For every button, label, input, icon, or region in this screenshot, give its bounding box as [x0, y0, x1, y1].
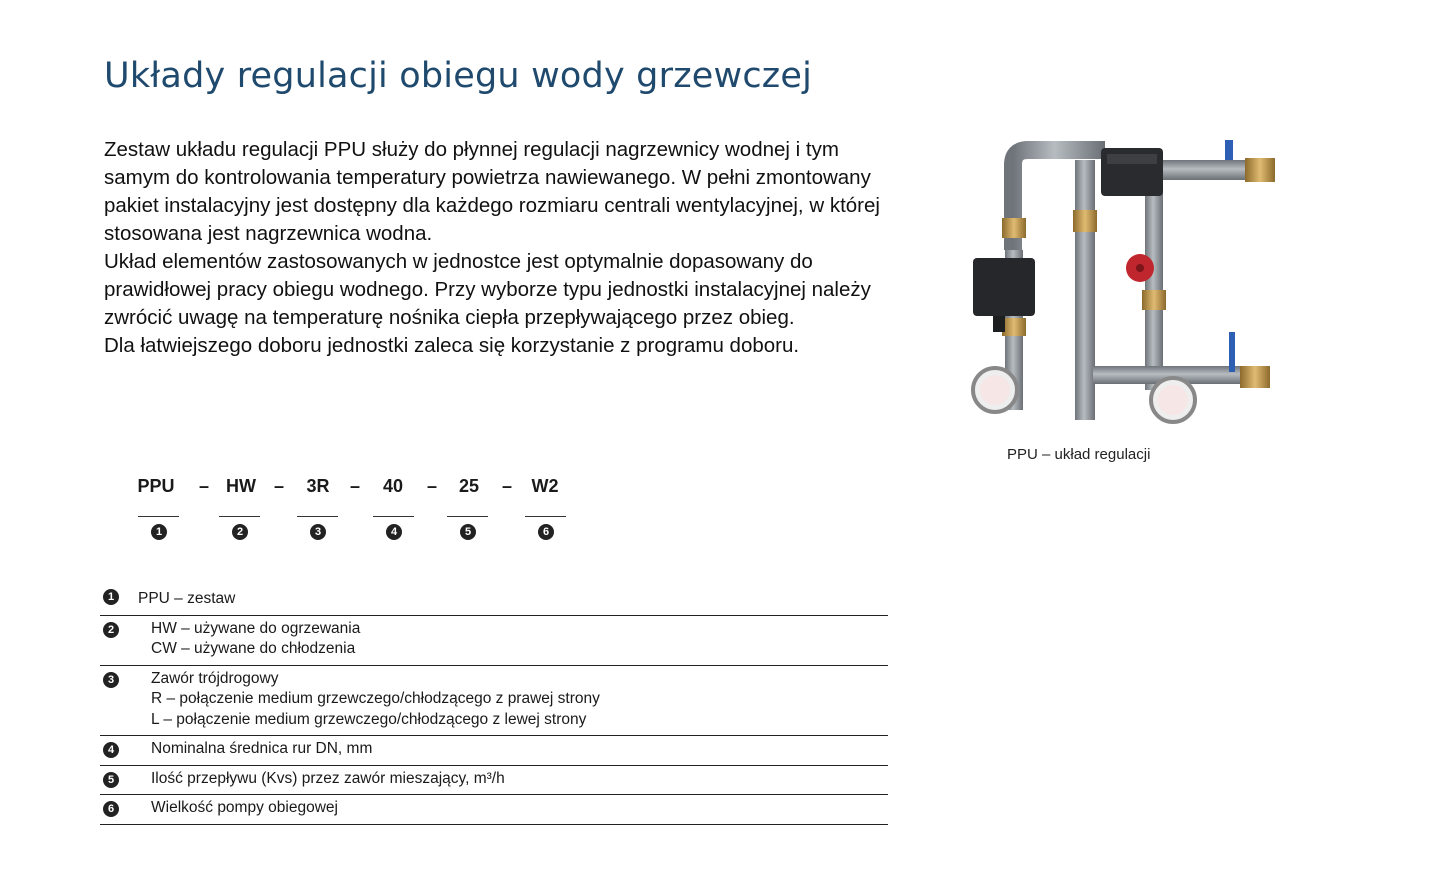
legend-text: HW – używane do ogrzewania	[151, 619, 361, 637]
ball-valve-handle	[1225, 140, 1233, 160]
brass-fitting	[1073, 210, 1097, 232]
code-segment-6: W2	[531, 476, 559, 496]
code-segment-2: HW	[226, 476, 256, 496]
legend-text: L – połączenie medium grzewczego/chłodzącego z lewej strony	[151, 710, 587, 728]
brass-fitting	[1245, 158, 1275, 182]
circulation-pump	[973, 258, 1035, 316]
code-underline	[525, 516, 566, 517]
intro-paragraph-1: Zestaw układu regulacji PPU służy do płynnej regulacji nagrzewnicy wodnej i tym samym do kontrolowania temperatury powietrza nawiewanego. W pełni zmontowany pakiet instalacyjny jest dostępny dla każdego rozmiaru centrali wentylacyjnej, w której stosowana jest nagrzewnica wodna.	[104, 138, 880, 245]
ppu-unit-illustration	[955, 130, 1295, 430]
code-separator: –	[350, 476, 361, 496]
legend-number: 5	[103, 772, 119, 788]
code-separator: –	[274, 476, 285, 496]
intro-paragraph-3: Dla łatwiejszego doboru jednostki zaleca się korzystanie z programu doboru.	[104, 334, 800, 357]
legend-number: 3	[103, 672, 119, 688]
code-number-3: 3	[310, 524, 326, 540]
code-segment-5: 25	[458, 476, 480, 496]
brass-fitting	[1240, 366, 1270, 388]
legend-text: Ilość przepływu (Kvs) przez zawór mieszający, m³/h	[151, 769, 505, 787]
figure-caption: PPU – układ regulacji	[1007, 446, 1151, 463]
brass-fitting	[1002, 318, 1026, 336]
code-underline	[297, 516, 338, 517]
legend-row	[100, 736, 888, 766]
legend-text: PPU – zestaw	[138, 590, 236, 607]
code-separator: –	[199, 476, 210, 496]
legend-row	[100, 666, 888, 737]
page-title: Układy regulacji obiegu wody grzewczej	[104, 56, 812, 96]
code-legend	[100, 586, 888, 825]
ppu-unit-drawing	[955, 130, 1295, 430]
center-pipe-right	[1145, 180, 1163, 390]
legend-text: R – połączenie medium grzewczego/chłodzącego z prawej strony	[151, 690, 600, 707]
ball-valve-handle	[1229, 332, 1235, 372]
intro-paragraph-2: Układ elementów zastosowanych w jednostce jest optymalnie dopasowany do prawidłowej pracy obiegu wodnego. Przy wyborze typu jednostki instalacyjnej należy zwrócić uwagę na temperaturę nośnika ciepła przepływającego przez obieg.	[104, 250, 871, 329]
type-code	[130, 476, 590, 546]
legend-number: 2	[103, 622, 119, 638]
legend-number: 1	[103, 589, 119, 605]
code-underline	[373, 516, 414, 517]
legend-row	[100, 586, 888, 616]
code-underline	[219, 516, 260, 517]
code-number-6: 6	[538, 524, 554, 540]
code-number-4: 4	[386, 524, 402, 540]
code-segment-3: 3R	[306, 476, 330, 496]
center-pipe-left	[1075, 160, 1095, 420]
legend-number: 6	[103, 801, 119, 817]
code-underline	[447, 516, 488, 517]
code-separator: –	[427, 476, 438, 496]
brass-fitting	[1002, 218, 1026, 238]
brass-fitting	[1142, 290, 1166, 310]
code-underline	[138, 516, 179, 517]
code-number-5: 5	[460, 524, 476, 540]
code-segment-1: PPU	[137, 476, 175, 496]
legend-number: 4	[103, 742, 119, 758]
legend-row	[100, 766, 888, 796]
legend-text: Nominalna średnica rur DN, mm	[151, 740, 373, 757]
code-segment-4: 40	[382, 476, 404, 496]
legend-row	[100, 616, 888, 666]
legend-text: Wielkość pompy obiegowej	[151, 799, 338, 816]
code-separator: –	[502, 476, 513, 496]
intro-text	[104, 136, 904, 360]
code-number-1: 1	[151, 524, 167, 540]
legend-row	[100, 795, 888, 825]
legend-text: CW – używane do chłodzenia	[151, 640, 356, 657]
legend-text: Zawór trójdrogowy	[151, 669, 279, 687]
code-number-2: 2	[232, 524, 248, 540]
